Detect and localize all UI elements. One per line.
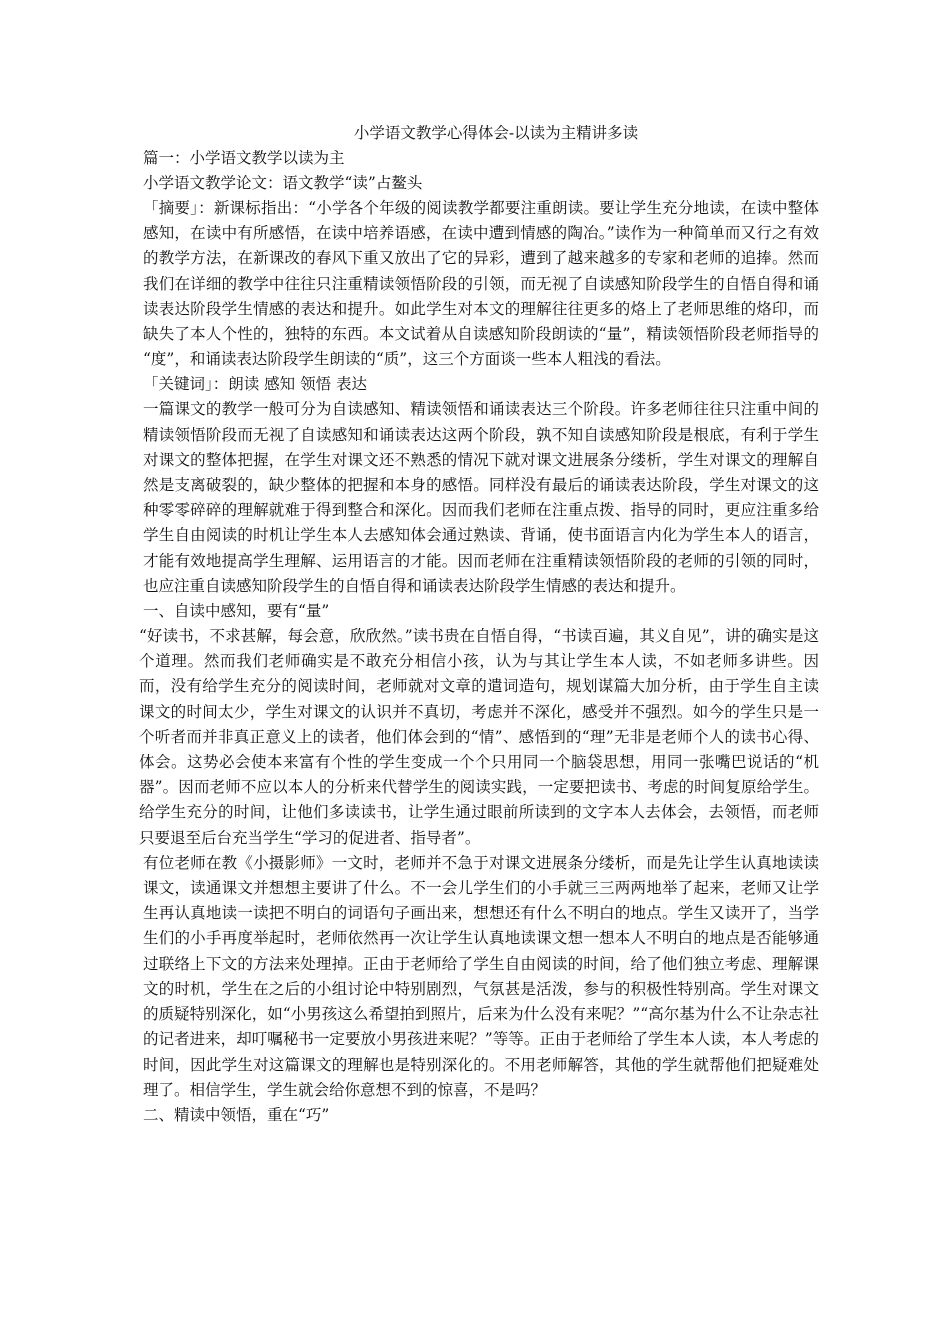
section1-heading: 一、自读中感知，要有“量” (143, 602, 330, 621)
section1-paragraph-2: 有位老师在教《小摄影师》一文时，老师并不急于对课文进展条分缕析，而是先让学生认真地读读课文，读通课文并想想主要讲了什么。不一会儿学生们的小手就三三两两地举了起来，老师又让学生再认真地读一读把不明白的词语句子画出来，想想还有什么不明白的地点。学生又读开了，当学生们的小手再度举起时，老师依然再一次让学生认真地读课文想一想本人不明白的地点是否能够通过联络上下文的方法来处理掉。正由于老师给了学生自由阅读的时间，给了他们独立考虑、理解课文的时机，学生在之后的小组讨论中特别剧烈，气氛甚是活泼，参与的积极性特别高。学生对课文的质疑特别深化，如“小男孩这么希望拍到照片，后来为什么没有来呢？”“高尔基为什么不让杂志社的记者进来，却叮嘱秘书一定要放小男孩进来呢？”等等。正由于老师给了学生本人读，本人考虑的时间，因此学生对这篇课文的理解也是特别深化的。不用老师解答，其他的学生就帮他们把疑难处理了。相信学生，学生就会给你意想不到的惊喜，不是吗？ (143, 853, 819, 1099)
section2-heading: 二、精读中领悟，重在“巧” (143, 1105, 330, 1124)
article-title: 小学语文教学论文：语文教学“读”占鳌头 (143, 174, 423, 192)
document-page (139, 122, 819, 1128)
keywords-line: 「关键词」：朗读 感知 领悟 表达 (143, 375, 368, 394)
section1-paragraph-1: “好读书，不求甚解，每会意，欣欣然。”读书贵在自悟自得，“书读百遍，其义自见”，讲的确实是这个道理。然而我们老师确实是不敢充分相信小孩，认为与其让学生本人读，不如老师多讲些。因而，没有给学生充分的阅读时间，老师就对文章的遣词造句，规划谋篇大加分析，由于学生自主读课文的时间太少，学生对课文的认识并不真切，考虑并不深化，感受并不强烈。如今的学生只是一个听者而并非真正意义上的读者，他们体会到的“情”、感悟到的“理”无非是老师个人的读书心得、体会。这势必会使本来富有个性的学生变成一个个只用同一个脑袋思想，用同一张嘴巴说话的“机器”。因而老师不应以本人的分析来代替学生的阅读实践，一定要把读书、考虑的时间复原给学生。给学生充分的时间，让他们多读读书，让学生通过眼前所读到的文字本人去体会，去领悟，而老师只要退至后台充当学生“学习的促进者、指导者”。 (139, 627, 819, 847)
document-title: 小学语文教学心得体会-以读为主精讲多读 (353, 124, 639, 142)
part-heading: 篇一：小学语文教学以读为主 (143, 149, 345, 167)
abstract-paragraph: 「摘要」：新课标指出：“小学各个年级的阅读教学都要注重朗读。要让学生充分地读，在读中整体感知，在读中有所感悟，在读中培养语感，在读中遭到情感的陶冶。”读作为一种简单而又行之有效的教学方法，在新课改的春风下重又放出了它的异彩，遭到了越来越多的专家和老师的追捧。然而我们在详细的教学中往往只注重精读领悟阶段的引领，而无视了自读感知阶段学生的自悟自得和诵读表达阶段学生情感的表达和提升。如此学生对本文的理解往往更多的烙上了老师思维的烙印，而缺失了本人个性的，独特的东西。本文试着从自读感知阶段朗读的“量”，精读领悟阶段老师指导的 “度”，和诵读表达阶段学生朗读的“质”，这三个方面谈一些本人粗浅的看法。 (143, 199, 819, 369)
intro-paragraph: 一篇课文的教学一般可分为自读感知、精读领悟和诵读表达三个阶段。许多老师往往只注重中间的精读领悟阶段而无视了自读感知和诵读表达这两个阶段，孰不知自读感知阶段是根底，有利于学生对课文的整体把握，在学生对课文还不熟悉的情况下就对课文进展条分缕析，学生对课文的理解自然是支离破裂的，缺少整体的把握和本身的感悟。同样没有最后的诵读表达阶段，学生对课文的这种零零碎碎的理解就难于得到整合和深化。因而我们老师在注重点拨、指导的同时，更应注重多给学生自由阅读的时机让学生本人去感知体会通过熟读、背诵，使书面语言内化为学生本人的语言，才能有效地提高学生理解、运用语言的才能。因而老师在注重精读领悟阶段的老师的引领的同时，也应注重自读感知阶段学生的自悟自得和诵读表达阶段学生情感的表达和提升。 (143, 400, 819, 595)
